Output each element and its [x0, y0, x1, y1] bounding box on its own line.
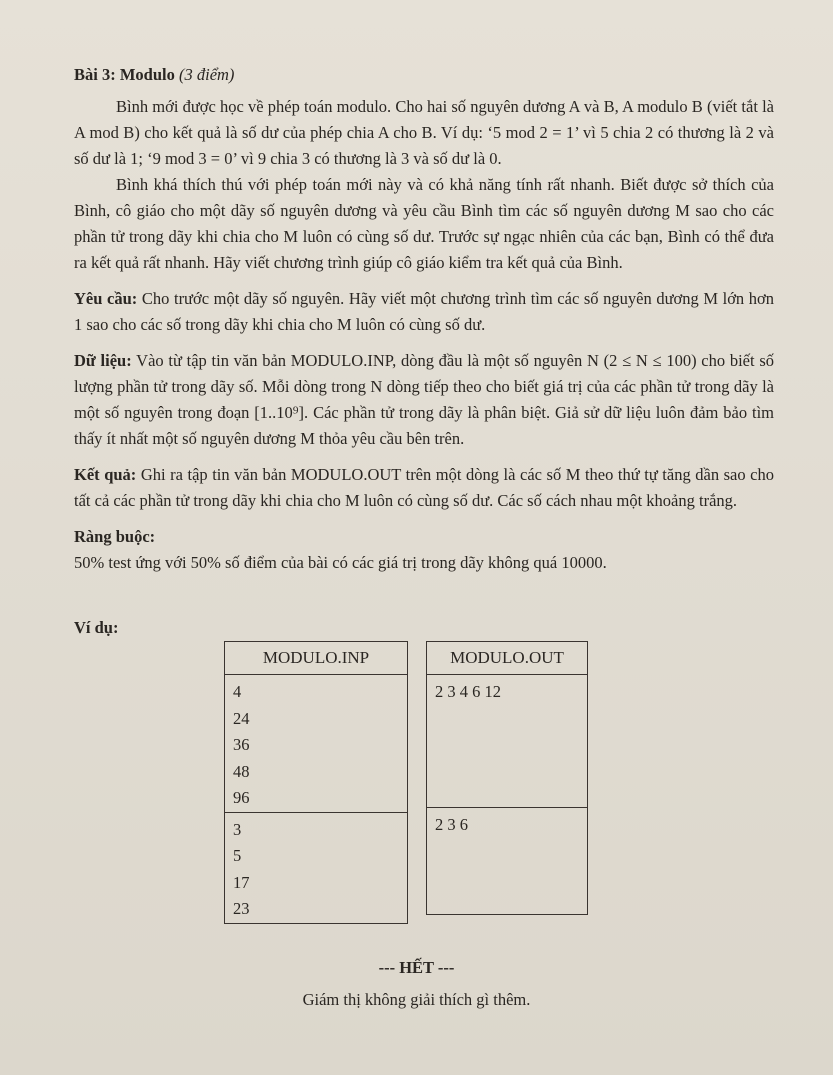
output-section: Kết quả: Ghi ra tập tin văn bản MODULO.OUT trên một dòng là các số M theo thứ tự tăng dần sao cho tất cả các phần tử trong dãy khi chia cho M luôn có cùng số dư. Các số cách nhau một khoảng trắng.: [74, 465, 774, 510]
problem-title: Bài 3: Modulo (3 điểm): [74, 65, 235, 84]
input-line: 3: [233, 819, 242, 839]
end-marker: --- HẾT ---: [378, 958, 455, 977]
example-1-input: [225, 675, 408, 813]
requirement-section: Yêu cầu: Cho trước một dãy số nguyên. Hãy viết một chương trình tìm các số nguyên dương M lớn hơn 1 sao cho các số trong dãy khi chia cho M luôn có cùng số dư.: [74, 289, 774, 334]
intro-paragraph-1: Bình mới được học về phép toán modulo. Cho hai số nguyên dương A và B, A modulo B (viết tắt là A mod B) cho kết quả là số dư của phép chia A cho B. Ví dụ: ‘5 mod 2 = 1’ vì 5 chia 2 có thương là 2 và số dư là 1; ‘9 mod 3 = 0’ vì 9 chia 3 có thương là 3 và số dư là 0.: [74, 97, 774, 168]
input-line: 17: [233, 872, 250, 892]
output-header: MODULO.OUT: [427, 642, 588, 675]
input-line: 24: [233, 708, 250, 728]
input-line: 4: [233, 682, 242, 701]
input-example-table: [224, 641, 408, 924]
example-2-input: [225, 812, 408, 923]
problem-body: [74, 62, 774, 576]
intro-paragraph-2: Bình khá thích thú với phép toán mới này và có khả năng tính rất nhanh. Biết được sở thích của Bình, cô giáo cho một dãy số nguyên dương và yêu cầu Bình tìm các số nguyên dương M sao cho các phần tử trong dãy khi chia cho M luôn có cùng số dư. Trước sự ngạc nhiên của các bạn, Bình có thể đưa ra kết quả rất nhanh. Hãy viết chương trình giúp cô giáo kiểm tra kết quả của Bình.: [74, 175, 774, 272]
input-line: 5: [233, 846, 242, 865]
example-label: Ví dụ:: [74, 618, 119, 637]
example-1-output: [427, 675, 588, 808]
footer-note: Giám thị không giải thích gì thêm.: [302, 990, 531, 1009]
output-line: 2 3 6: [435, 815, 468, 834]
input-section: Dữ liệu: Vào từ tập tin văn bản MODULO.INP, dòng đầu là một số nguyên N (2 ≤ N ≤ 100) cho biết số lượng phần tử trong dãy số. Mỗi dòng trong N dòng tiếp theo cho biết giá trị của các phần tử trong dãy là một số nguyên trong đoạn [1..10⁹]. Các phần tử trong dãy là phân biệt. Giả sử dữ liệu luôn đảm bảo tìm thấy ít nhất một số nguyên dương M thỏa yêu cầu bên trên.: [74, 351, 774, 448]
constraint-label: Ràng buộc:: [74, 527, 156, 546]
input-line: 48: [233, 761, 250, 781]
input-line: 96: [233, 788, 250, 807]
example-2-output: [427, 808, 588, 915]
input-line: 23: [233, 899, 250, 918]
constraint-text: 50% test ứng với 50% số điểm của bài có các giá trị trong dãy không quá 10000.: [74, 553, 607, 572]
output-line: 2 3 4 6 12: [435, 682, 501, 701]
input-line: 36: [233, 735, 250, 754]
input-header: MODULO.INP: [225, 642, 408, 675]
output-example-table: [426, 641, 588, 915]
